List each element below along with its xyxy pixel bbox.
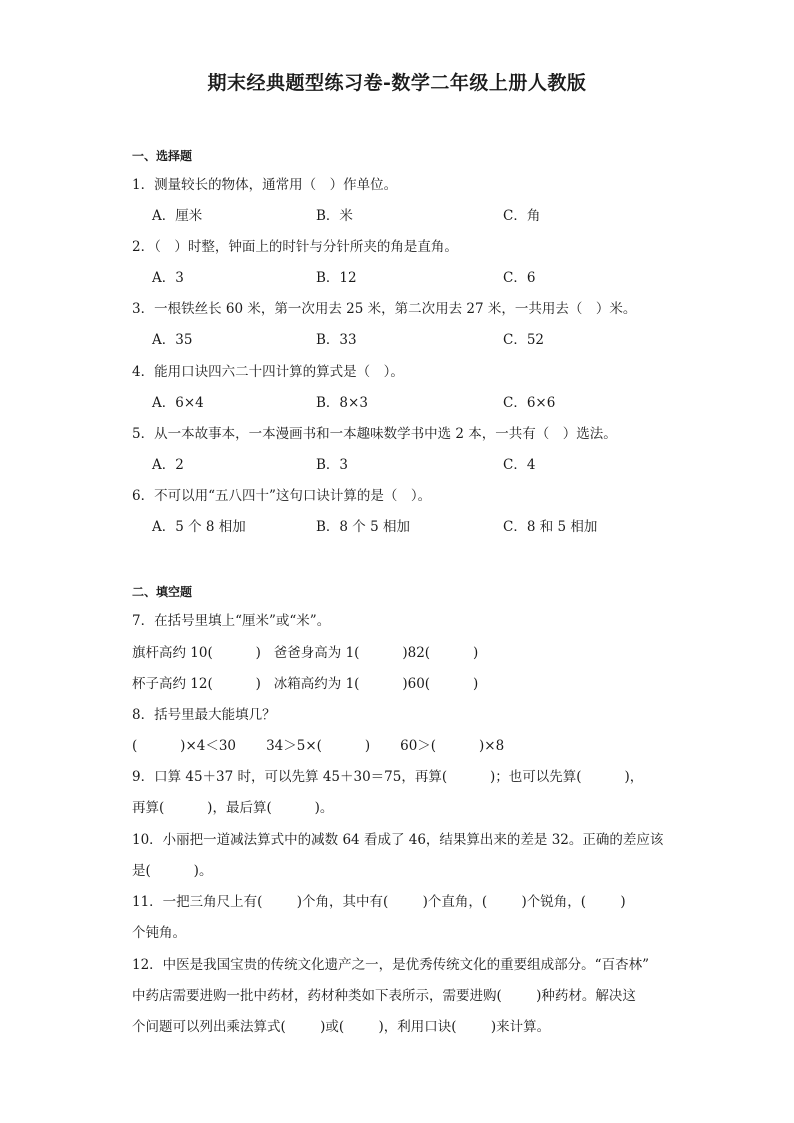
question-7-line-2: 杯子高约 12( ) 冰箱高约为 1( )60( ) [132, 676, 479, 692]
question-10-line-2: 是( )。 [132, 863, 213, 879]
question-2-option-a[interactable]: A．3 [152, 270, 184, 286]
question-3-option-a[interactable]: A．35 [152, 332, 193, 348]
question-5-option-a[interactable]: A．2 [152, 457, 184, 473]
question-12-line-2: 中药店需要进购一批中药材，药材种类如下表所示，需要进购( )种药材。解决这 [132, 988, 636, 1004]
question-4-option-b[interactable]: B．8×3 [316, 395, 368, 411]
question-9-line-2: 再算( )，最后算( )。 [132, 800, 334, 816]
question-5-option-b[interactable]: B．3 [316, 457, 349, 473]
question-6-option-c[interactable]: C．8 和 5 相加 [503, 519, 598, 535]
question-4-option-c[interactable]: C．6×6 [503, 395, 556, 411]
question-1-option-c[interactable]: C．角 [503, 208, 541, 224]
question-1-option-a[interactable]: A．厘米 [152, 208, 203, 224]
question-3-stem: 3．一根铁丝长 60 米，第一次用去 25 米，第二次用去 27 米，一共用去（ ）米。 [132, 301, 637, 317]
question-1-stem: 1．测量较长的物体，通常用（ ）作单位。 [132, 177, 398, 193]
question-1-option-b[interactable]: B．米 [316, 208, 353, 224]
question-3-option-c[interactable]: C．52 [503, 332, 545, 348]
section-heading-choice: 一、选择题 [132, 149, 193, 163]
question-4-stem: 4．能用口诀四六二十四计算的算式是（ ）。 [132, 364, 404, 380]
question-8-line: ( )×4＜30 34＞5×( ) 60＞( )×8 [132, 738, 505, 754]
page-title: 期末经典题型练习卷-数学二年级上册人教版 [207, 72, 587, 94]
question-11-line-1: 11．一把三角尺上有( )个角，其中有( )个直角，( )个锐角，( ) [132, 894, 626, 910]
question-4-option-a[interactable]: A．6×4 [152, 395, 204, 411]
question-7-stem: 7．在括号里填上“厘米”或“米”。 [132, 613, 331, 629]
question-12-line-3: 个问题可以列出乘法算式( )或( )，利用口诀( )来计算。 [132, 1019, 551, 1035]
section-heading-fill: 二、填空题 [132, 585, 193, 599]
question-2-stem: 2．（ ）时整，钟面上的时针与分针所夹的角是直角。 [132, 239, 458, 255]
question-5-stem: 5．从一本故事本，一本漫画书和一本趣味数学书中选 2 本，一共有（ ）选法。 [132, 426, 617, 442]
question-2-option-b[interactable]: B．12 [316, 270, 357, 286]
question-12-line-1: 12．中医是我国宝贵的传统文化遗产之一，是优秀传统文化的重要组成部分。“百杏林” [132, 957, 649, 973]
question-10-line-1: 10．小丽把一道减法算式中的减数 64 看成了 46，结果算出来的差是 32。正确的差应该 [132, 832, 664, 848]
question-6-option-a[interactable]: A．5 个 8 相加 [152, 519, 246, 535]
question-2-option-c[interactable]: C．6 [503, 270, 536, 286]
question-8-stem: 8．括号里最大能填几？ [132, 707, 276, 723]
question-6-stem: 6．不可以用“五八四十”这句口诀计算的是（ ）。 [132, 488, 432, 504]
question-11-line-2: 个钝角。 [132, 925, 186, 941]
question-6-option-b[interactable]: B．8 个 5 相加 [316, 519, 410, 535]
question-7-line-1: 旗杆高约 10( ) 爸爸身高为 1( )82( ) [132, 645, 479, 661]
question-3-option-b[interactable]: B．33 [316, 332, 357, 348]
question-9-line-1: 9．口算 45＋37 时，可以先算 45＋30＝75，再算( )；也可以先算( )， [132, 769, 644, 785]
question-5-option-c[interactable]: C．4 [503, 457, 536, 473]
